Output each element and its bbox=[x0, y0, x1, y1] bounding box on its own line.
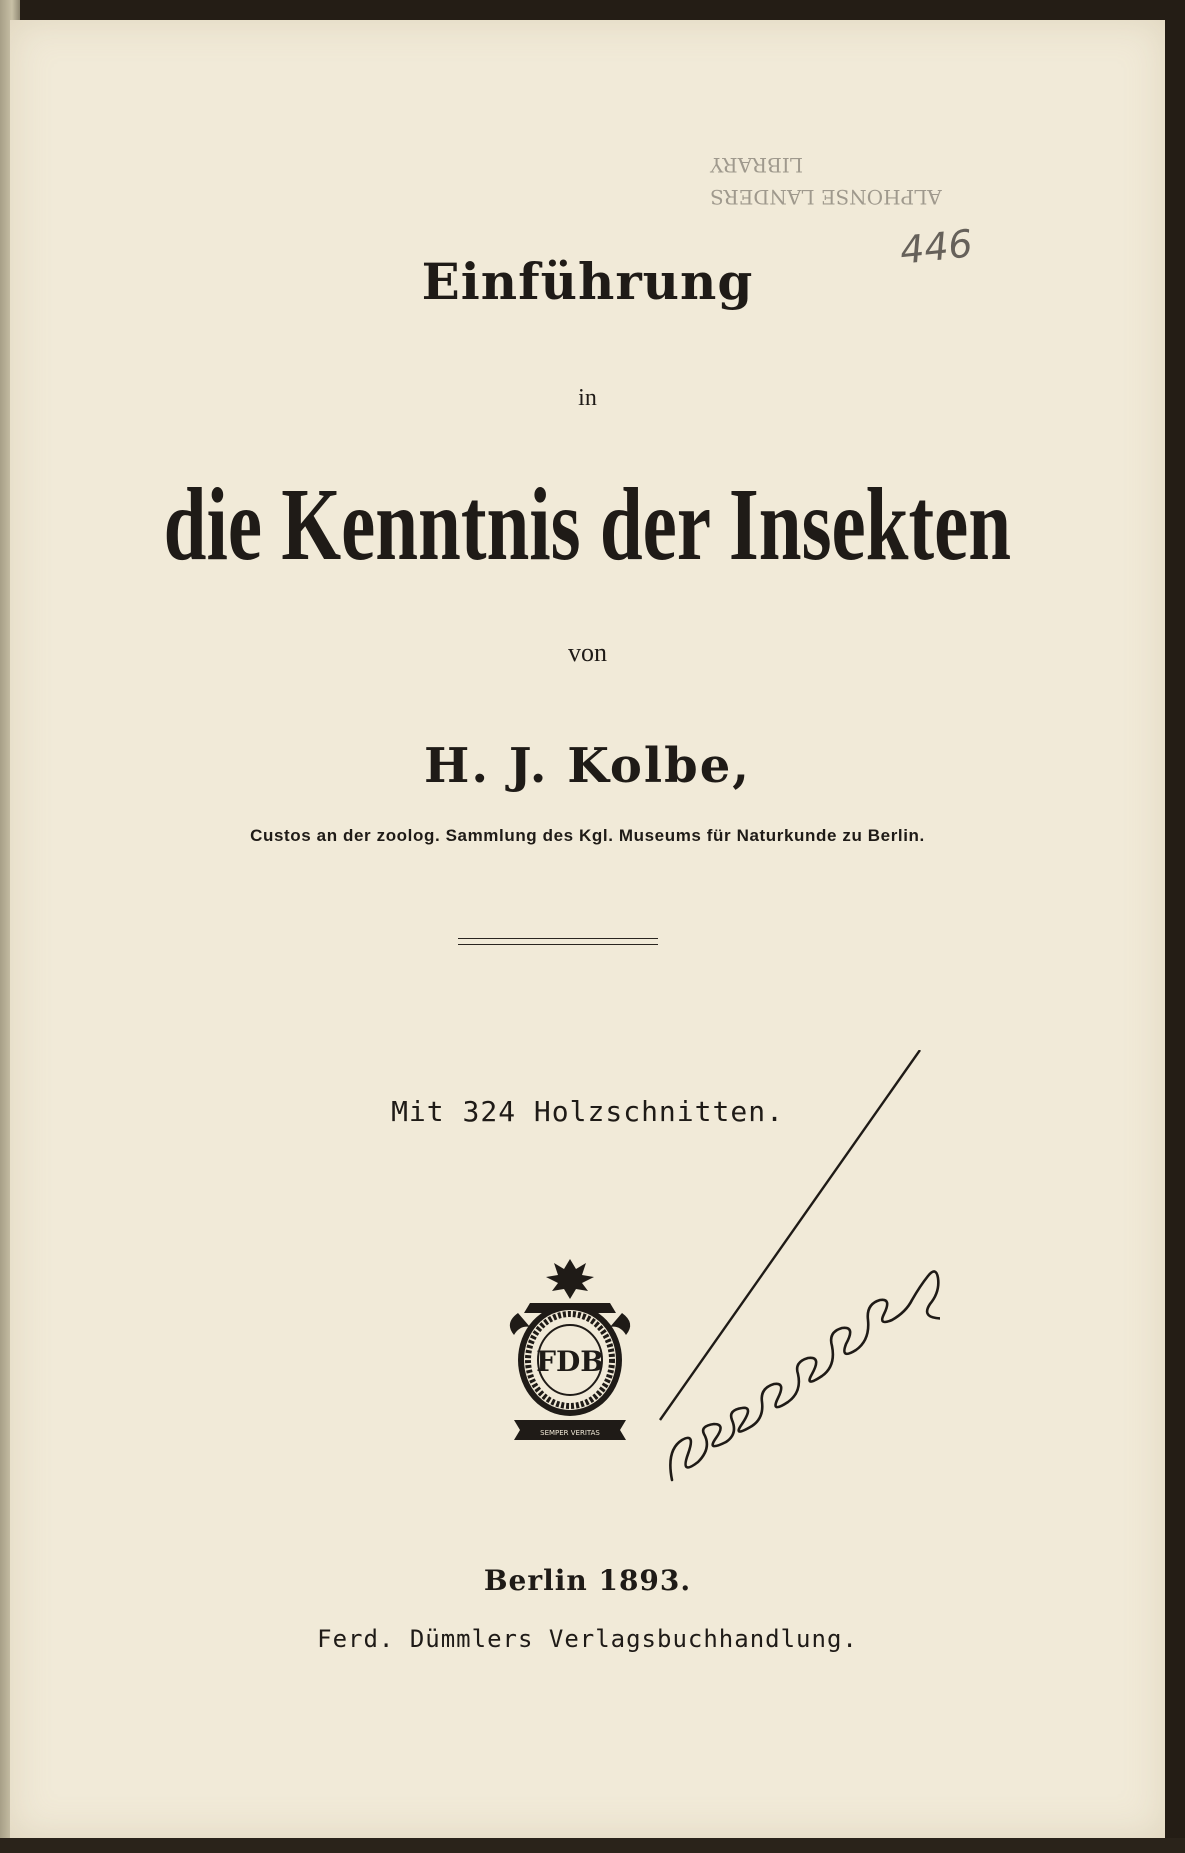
book-bottom-edge bbox=[0, 1838, 1185, 1853]
main-title: die Kenntnis der Insekten bbox=[163, 467, 1012, 582]
author-affiliation: Custos an der zoolog. Sammlung des Kgl. Museums für Naturkunde zu Berlin. bbox=[250, 826, 925, 845]
divider-rule-top bbox=[458, 938, 658, 939]
publisher-emblem-icon bbox=[500, 1255, 640, 1450]
pencil-note-line2: LIBRARY bbox=[710, 153, 804, 177]
title-line-1: Einführung bbox=[421, 252, 754, 311]
author-name: H. J. Kolbe, bbox=[424, 738, 751, 794]
handwritten-signature bbox=[650, 1050, 940, 1490]
emblem-motto: SEMPER VERITAS bbox=[540, 1429, 600, 1437]
pencil-note-line1: ALPHONSE LANDERS bbox=[710, 185, 942, 209]
pencil-note-number: 446 bbox=[897, 221, 975, 273]
emblem-monogram: FDB bbox=[536, 1345, 604, 1378]
divider-rule-bottom bbox=[458, 944, 658, 945]
title-connector: in bbox=[578, 385, 597, 411]
imprint-publisher: Ferd. Dümmlers Verlagsbuchhandlung. bbox=[317, 1625, 858, 1653]
imprint-place-year: Berlin 1893. bbox=[483, 1564, 692, 1597]
author-by: von bbox=[568, 638, 607, 667]
illustrations-note: Mit 324 Holzschnitten. bbox=[391, 1095, 784, 1128]
title-page bbox=[10, 20, 1165, 1838]
